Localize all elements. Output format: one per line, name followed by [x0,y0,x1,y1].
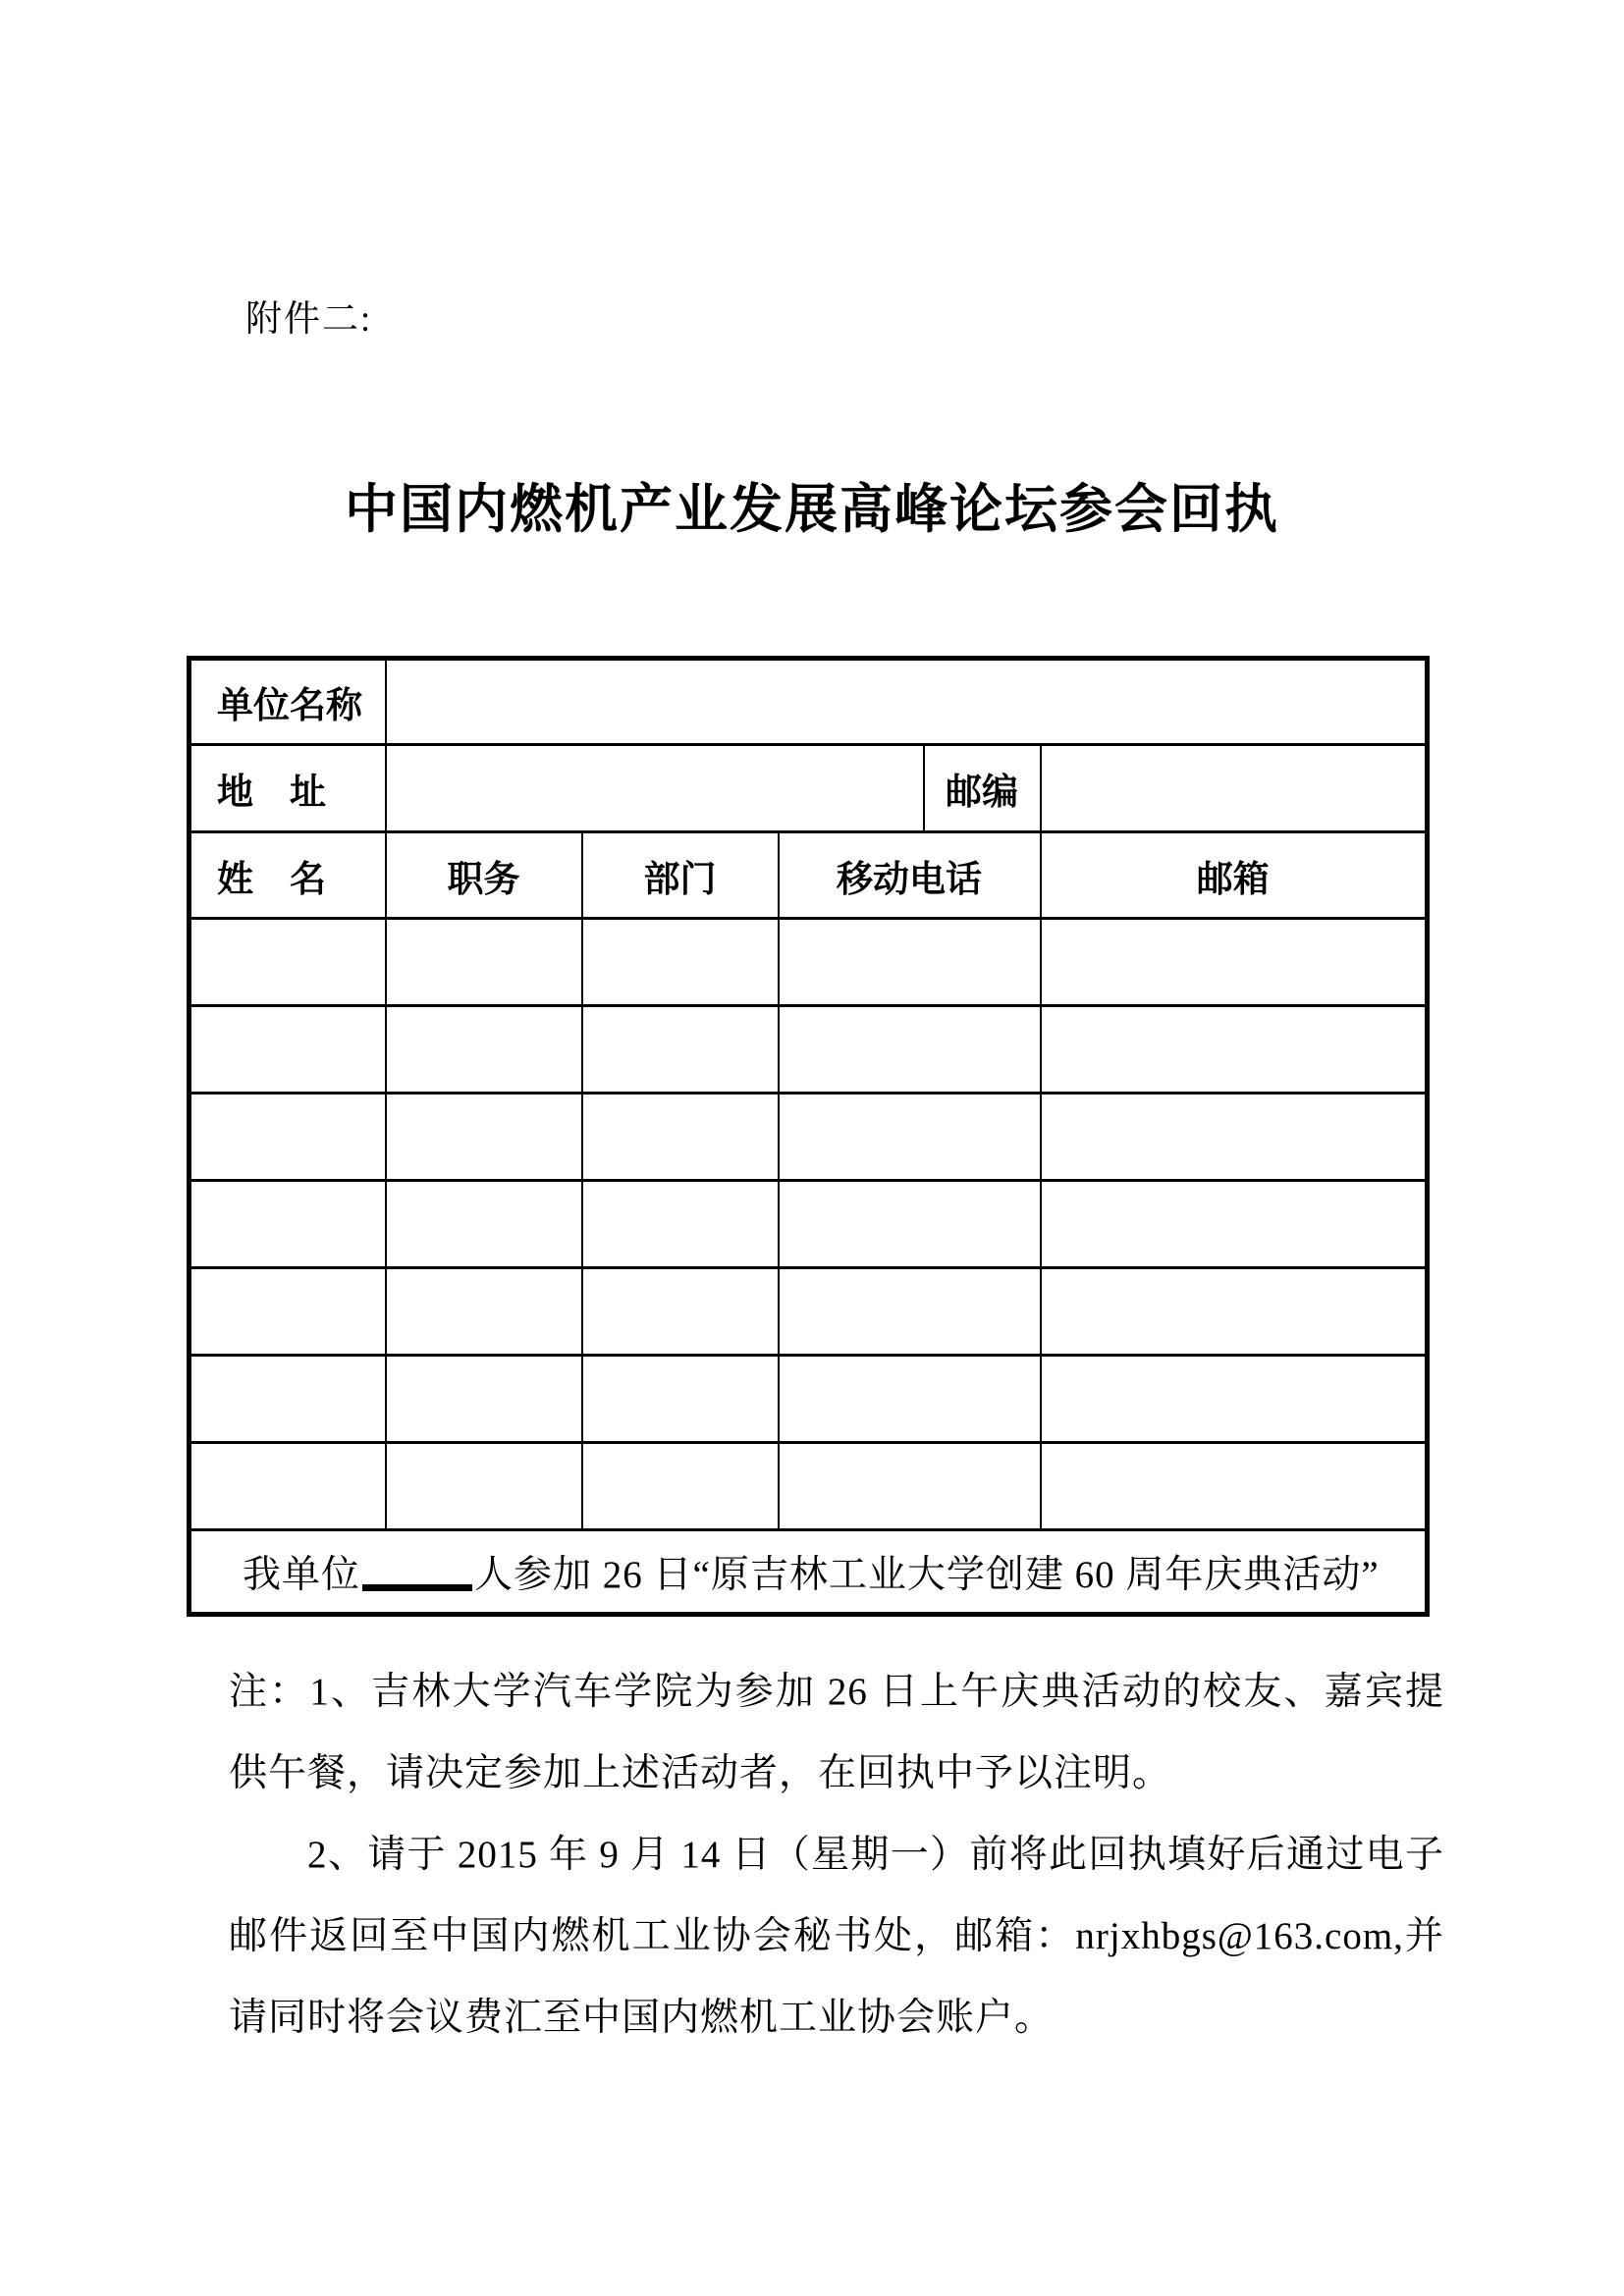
attendee-title-cell[interactable] [386,1356,582,1443]
attendee-row [189,1094,1428,1181]
attendee-row [189,1006,1428,1094]
attendee-mobile-cell[interactable] [779,1181,1041,1268]
celebration-attendance-row [189,1530,1428,1615]
attendee-department-cell[interactable] [582,919,779,1006]
attendee-name-cell[interactable] [189,1443,386,1530]
attendee-name-cell[interactable] [189,1268,386,1356]
attendee-name-cell[interactable] [189,1006,386,1094]
attendee-title-cell[interactable] [386,1094,582,1181]
attendee-department-cell[interactable] [582,1443,779,1530]
note-1: 注：1、吉林大学汽车学院为参加 26 日上午庆典活动的校友、嘉宾提供午餐，请决定参加上述活动者，在回执中予以注明。 [229,1671,1444,1794]
col-header-department: 部门 [582,832,779,919]
col-header-mobile: 移动电话 [779,832,1041,919]
postal-code-input-cell[interactable] [1041,745,1428,832]
attendee-row [189,1268,1428,1356]
postal-code-label: 邮编 [924,745,1041,832]
attendee-name-cell[interactable] [189,1181,386,1268]
footer-suffix: 人参加 26 日“原吉林工业大学创建 60 周年庆典活动” [474,1554,1380,1596]
attendee-email-cell[interactable] [1041,1356,1428,1443]
column-header-row [189,832,1428,919]
attendee-title-cell[interactable] [386,1006,582,1094]
attendee-row [189,1443,1428,1530]
company-name-row [189,659,1428,745]
col-header-email: 邮箱 [1041,832,1428,919]
attendee-email-cell[interactable] [1041,1006,1428,1094]
col-header-name: 姓 名 [189,832,386,919]
attendee-title-cell[interactable] [386,1268,582,1356]
company-name-label: 单位名称 [189,659,386,745]
attendee-mobile-cell[interactable] [779,1006,1041,1094]
attendee-mobile-cell[interactable] [779,1268,1041,1356]
attendee-mobile-cell[interactable] [779,1443,1041,1530]
company-name-input-cell[interactable] [386,659,1428,745]
attendee-row [189,919,1428,1006]
address-row [189,745,1428,832]
registration-form-table [187,656,1430,1617]
attendee-mobile-cell[interactable] [779,1094,1041,1181]
attendee-email-cell[interactable] [1041,1268,1428,1356]
attendee-mobile-cell[interactable] [779,1356,1041,1443]
notes-section [229,1651,1444,2058]
attendee-department-cell[interactable] [582,1181,779,1268]
celebration-attendance-line [189,1530,1428,1615]
attendee-email-cell[interactable] [1041,1443,1428,1530]
attendee-title-cell[interactable] [386,1181,582,1268]
attendee-name-cell[interactable] [189,919,386,1006]
attendee-department-cell[interactable] [582,1006,779,1094]
attendee-title-cell[interactable] [386,919,582,1006]
attendee-row [189,1356,1428,1443]
attendee-name-cell[interactable] [189,1356,386,1443]
attendee-email-cell[interactable] [1041,1094,1428,1181]
attendee-email-cell[interactable] [1041,1181,1428,1268]
page-title: 中国内燃机产业发展高峰论坛参会回执 [345,480,1279,539]
attendee-title-cell[interactable] [386,1443,582,1530]
attendee-department-cell[interactable] [582,1268,779,1356]
address-input-cell[interactable] [386,745,924,832]
attendee-department-cell[interactable] [582,1094,779,1181]
attachment-label: 附件二: [245,299,373,340]
col-header-title: 职务 [386,832,582,919]
footer-prefix: 我单位 [243,1554,361,1596]
address-label: 地 址 [189,745,386,832]
attendee-department-cell[interactable] [582,1356,779,1443]
attendee-row [189,1181,1428,1268]
attendee-count-blank[interactable] [362,1581,472,1591]
attendee-email-cell[interactable] [1041,919,1428,1006]
attendee-mobile-cell[interactable] [779,919,1041,1006]
note-2: 2、请于 2015 年 9 月 14 日（星期一）前将此回执填好后通过电子邮件返回至中国内燃机工业协会秘书处，邮箱：nrjxhbgs@163.com,并请同时将会议费汇至中国内燃机工业协会账户。 [229,1834,1444,2039]
attendee-name-cell[interactable] [189,1094,386,1181]
